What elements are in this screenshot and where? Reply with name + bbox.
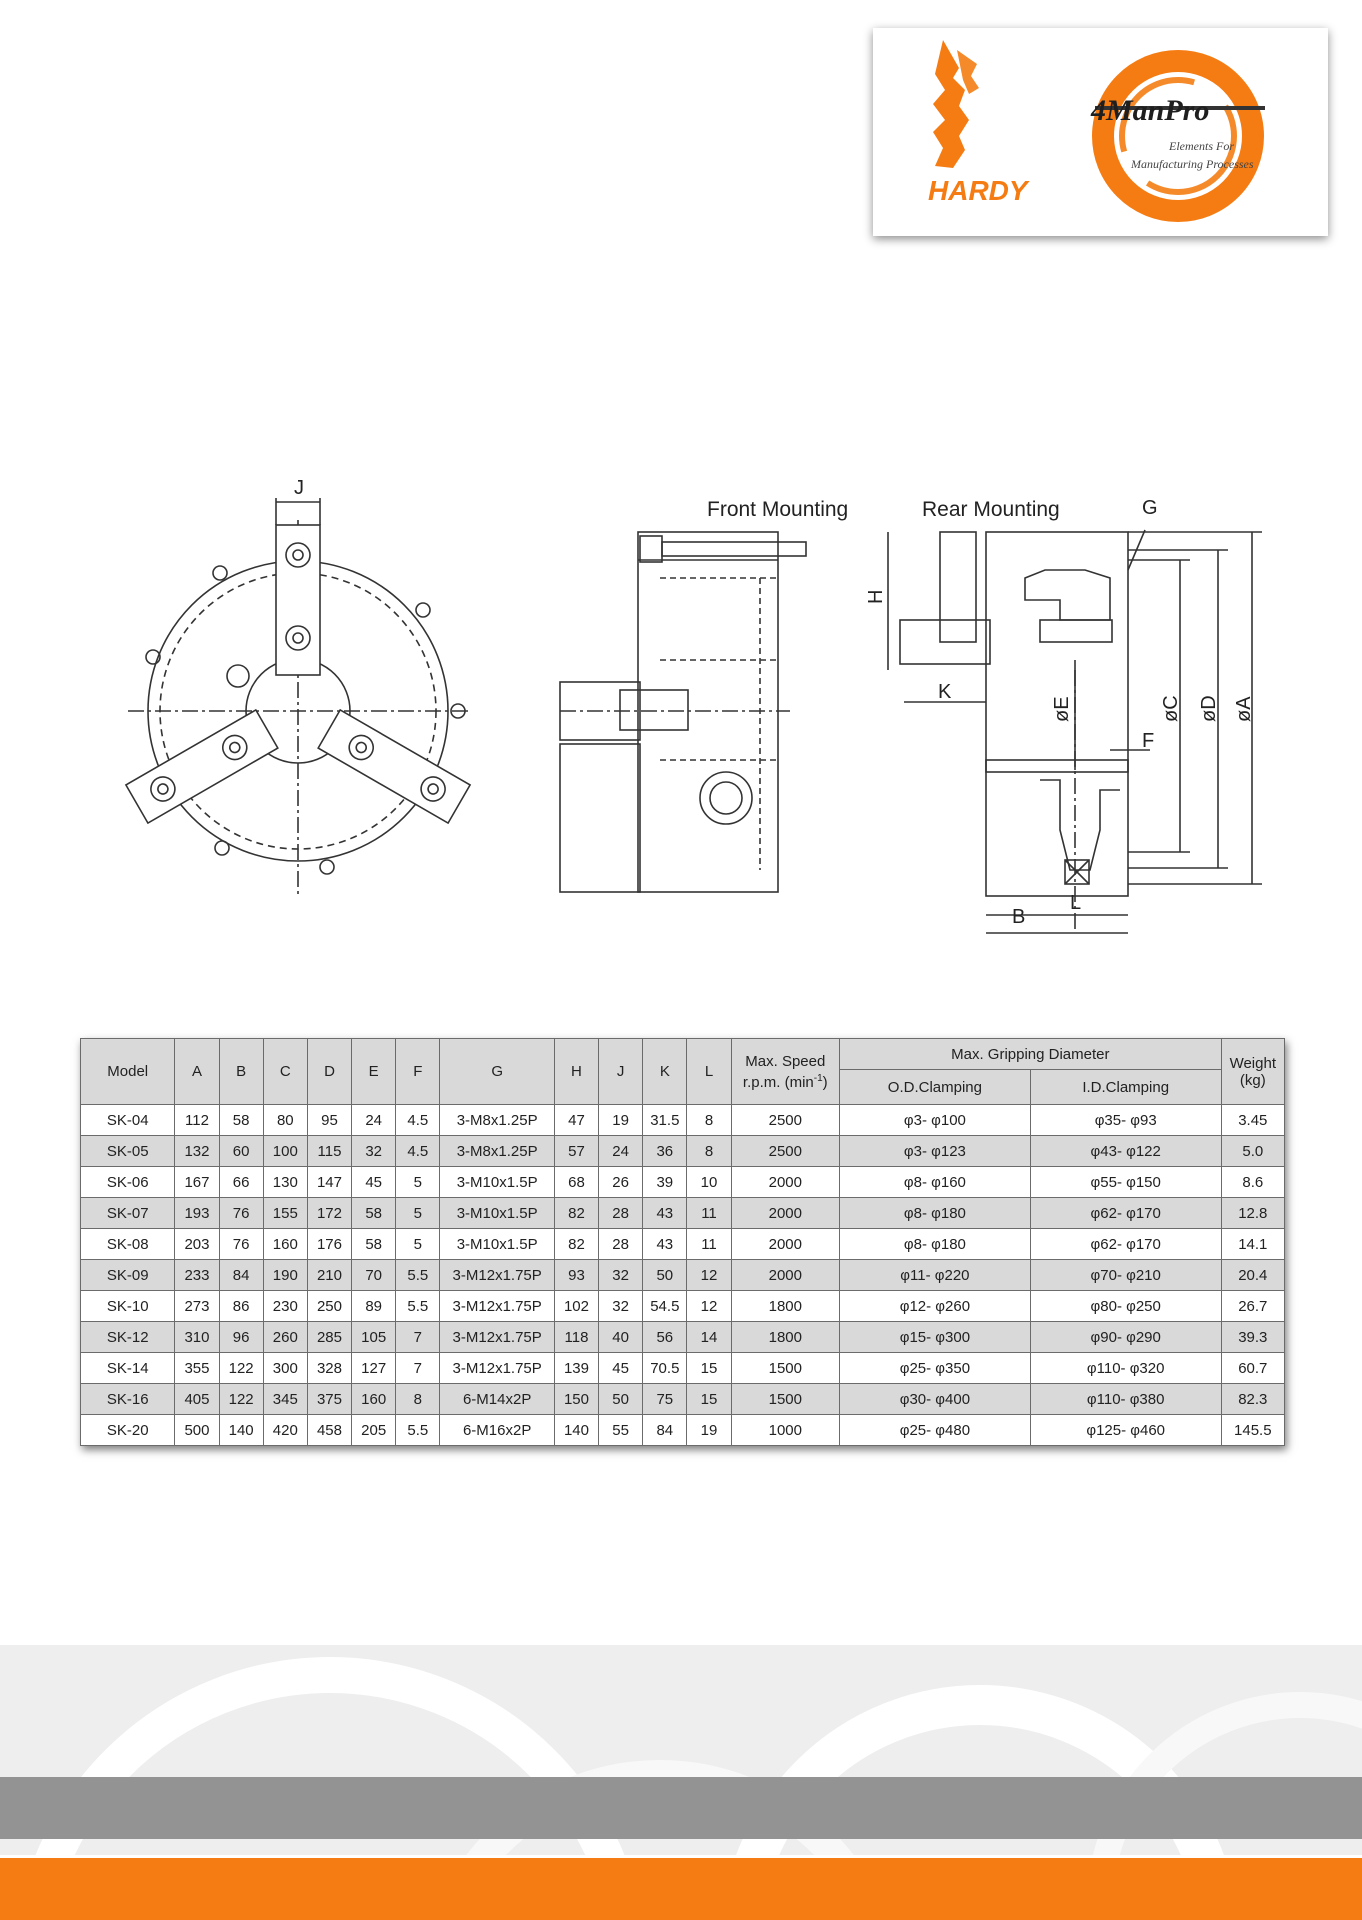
cell-e: 105 <box>352 1322 396 1353</box>
cell-a: 355 <box>175 1353 219 1384</box>
cell-f: 5 <box>396 1198 440 1229</box>
cell-od-clamping: φ11- φ220 <box>840 1260 1031 1291</box>
cell-max-speed: 1800 <box>731 1291 839 1322</box>
cell-b: 76 <box>219 1229 263 1260</box>
cell-j: 45 <box>599 1353 643 1384</box>
cell-e: 24 <box>352 1105 396 1136</box>
header-k: K <box>643 1039 687 1105</box>
cell-od-clamping: φ8- φ180 <box>840 1198 1031 1229</box>
cell-f: 5 <box>396 1229 440 1260</box>
hardy-logo-text: HARDY <box>928 175 1028 206</box>
dim-k-label: K <box>938 681 952 703</box>
cell-weight: 82.3 <box>1221 1384 1284 1415</box>
cell-d: 147 <box>307 1167 351 1198</box>
amanpro-tagline-1: Elements For <box>1169 139 1234 153</box>
cell-od-clamping: φ8- φ160 <box>840 1167 1031 1198</box>
dim-a-label: øA <box>1233 696 1255 722</box>
cell-max-speed: 2000 <box>731 1229 839 1260</box>
cell-b: 66 <box>219 1167 263 1198</box>
header-l: L <box>687 1039 731 1105</box>
cell-l: 19 <box>687 1415 731 1446</box>
cell-c: 155 <box>263 1198 307 1229</box>
cell-j: 32 <box>599 1260 643 1291</box>
cell-f: 5 <box>396 1167 440 1198</box>
cell-model: SK-20 <box>81 1415 175 1446</box>
header-speed-line2: r.p.m. (min <box>742 1073 814 1091</box>
cell-max-speed: 2000 <box>731 1260 839 1291</box>
cell-b: 84 <box>219 1260 263 1291</box>
cell-b: 58 <box>219 1105 263 1136</box>
cell-l: 8 <box>687 1105 731 1136</box>
cell-max-speed: 1500 <box>731 1353 839 1384</box>
cell-d: 375 <box>307 1384 351 1415</box>
cell-model: SK-07 <box>81 1198 175 1229</box>
cell-od-clamping: φ3- φ100 <box>840 1105 1031 1136</box>
cell-e: 58 <box>352 1229 396 1260</box>
cell-a: 500 <box>175 1415 219 1446</box>
dim-c-label: øC <box>1160 695 1182 722</box>
header-model: Model <box>81 1039 175 1105</box>
logo-artwork <box>873 28 1328 236</box>
table-row <box>81 1167 1285 1198</box>
header-weight-line1: Weight <box>1229 1054 1276 1072</box>
rear-mounting-view <box>888 530 1262 933</box>
cell-weight: 26.7 <box>1221 1291 1284 1322</box>
cell-max-speed: 2500 <box>731 1136 839 1167</box>
cell-a: 193 <box>175 1198 219 1229</box>
cell-k: 39 <box>643 1167 687 1198</box>
cell-h: 68 <box>554 1167 598 1198</box>
cell-c: 190 <box>263 1260 307 1291</box>
cell-b: 86 <box>219 1291 263 1322</box>
cell-j: 50 <box>599 1384 643 1415</box>
cell-a: 132 <box>175 1136 219 1167</box>
cell-model: SK-06 <box>81 1167 175 1198</box>
cell-a: 203 <box>175 1229 219 1260</box>
technical-drawing <box>0 470 1362 950</box>
header-b: B <box>219 1039 263 1105</box>
cell-weight: 145.5 <box>1221 1415 1284 1446</box>
rear-mounting-title: Rear Mounting <box>922 498 1060 521</box>
cell-l: 11 <box>687 1229 731 1260</box>
cell-d: 115 <box>307 1136 351 1167</box>
cell-id-clamping: φ62- φ170 <box>1030 1229 1221 1260</box>
cell-d: 458 <box>307 1415 351 1446</box>
cell-f: 5.5 <box>396 1260 440 1291</box>
cell-k: 54.5 <box>643 1291 687 1322</box>
cell-a: 167 <box>175 1167 219 1198</box>
hardy-logo-mark <box>927 40 979 168</box>
cell-model: SK-04 <box>81 1105 175 1136</box>
cell-model: SK-08 <box>81 1229 175 1260</box>
cell-max-speed: 1800 <box>731 1322 839 1353</box>
cell-a: 405 <box>175 1384 219 1415</box>
cell-c: 345 <box>263 1384 307 1415</box>
cell-h: 93 <box>554 1260 598 1291</box>
header-speed-line1: Max. Speed <box>745 1052 826 1070</box>
cell-b: 76 <box>219 1198 263 1229</box>
cell-a: 233 <box>175 1260 219 1291</box>
cell-b: 60 <box>219 1136 263 1167</box>
header-c: C <box>263 1039 307 1105</box>
cell-d: 285 <box>307 1322 351 1353</box>
dim-g-label: G <box>1142 497 1158 519</box>
cell-f: 5.5 <box>396 1291 440 1322</box>
header-weight <box>1221 1039 1284 1105</box>
cell-model: SK-09 <box>81 1260 175 1291</box>
cell-c: 300 <box>263 1353 307 1384</box>
cell-id-clamping: φ55- φ150 <box>1030 1167 1221 1198</box>
cell-od-clamping: φ3- φ123 <box>840 1136 1031 1167</box>
cell-k: 84 <box>643 1415 687 1446</box>
cell-j: 40 <box>599 1322 643 1353</box>
amanpro-logo-mark <box>1095 61 1265 211</box>
cell-e: 89 <box>352 1291 396 1322</box>
cell-e: 58 <box>352 1198 396 1229</box>
cell-id-clamping: φ70- φ210 <box>1030 1260 1221 1291</box>
cell-f: 5.5 <box>396 1415 440 1446</box>
cell-weight: 5.0 <box>1221 1136 1284 1167</box>
table-row <box>81 1322 1285 1353</box>
cell-max-speed: 2000 <box>731 1198 839 1229</box>
cell-od-clamping: φ30- φ400 <box>840 1384 1031 1415</box>
cell-j: 28 <box>599 1198 643 1229</box>
cell-h: 140 <box>554 1415 598 1446</box>
header-gripping: Max. Gripping Diameter <box>840 1039 1222 1070</box>
header-g: G <box>440 1039 554 1105</box>
cell-max-speed: 1500 <box>731 1384 839 1415</box>
cell-a: 310 <box>175 1322 219 1353</box>
cell-k: 31.5 <box>643 1105 687 1136</box>
cell-j: 32 <box>599 1291 643 1322</box>
cell-k: 75 <box>643 1384 687 1415</box>
cell-b: 140 <box>219 1415 263 1446</box>
footer-orange-band <box>0 1858 1362 1920</box>
cell-a: 273 <box>175 1291 219 1322</box>
table-row <box>81 1415 1285 1446</box>
cell-l: 12 <box>687 1291 731 1322</box>
cell-weight: 12.8 <box>1221 1198 1284 1229</box>
amanpro-tagline-2: Manufacturing Processes <box>1131 157 1254 171</box>
header-speed-sup: -1 <box>813 1072 823 1084</box>
footer-gray-band <box>0 1777 1362 1839</box>
cell-k: 50 <box>643 1260 687 1291</box>
cell-c: 160 <box>263 1229 307 1260</box>
cell-e: 32 <box>352 1136 396 1167</box>
cell-l: 14 <box>687 1322 731 1353</box>
header-j: J <box>599 1039 643 1105</box>
cell-id-clamping: φ80- φ250 <box>1030 1291 1221 1322</box>
cell-l: 15 <box>687 1353 731 1384</box>
cell-id-clamping: φ43- φ122 <box>1030 1136 1221 1167</box>
cell-l: 10 <box>687 1167 731 1198</box>
dim-d-label: øD <box>1198 695 1220 722</box>
cell-g: 3-M8x1.25P <box>440 1105 554 1136</box>
cell-j: 55 <box>599 1415 643 1446</box>
header-h: H <box>554 1039 598 1105</box>
cell-od-clamping: φ12- φ260 <box>840 1291 1031 1322</box>
cell-k: 56 <box>643 1322 687 1353</box>
front-mounting-view <box>560 532 806 892</box>
cell-max-speed: 2000 <box>731 1167 839 1198</box>
cell-f: 7 <box>396 1353 440 1384</box>
cell-d: 176 <box>307 1229 351 1260</box>
cell-h: 47 <box>554 1105 598 1136</box>
cell-model: SK-10 <box>81 1291 175 1322</box>
table-row <box>81 1291 1285 1322</box>
cell-h: 82 <box>554 1229 598 1260</box>
cell-od-clamping: φ25- φ350 <box>840 1353 1031 1384</box>
cell-model: SK-12 <box>81 1322 175 1353</box>
cell-g: 3-M10x1.5P <box>440 1198 554 1229</box>
cell-max-speed: 2500 <box>731 1105 839 1136</box>
header-max-speed <box>731 1039 839 1105</box>
cell-id-clamping: φ35- φ93 <box>1030 1105 1221 1136</box>
table-row <box>81 1384 1285 1415</box>
cell-d: 172 <box>307 1198 351 1229</box>
cell-g: 6-M16x2P <box>440 1415 554 1446</box>
header-a: A <box>175 1039 219 1105</box>
dim-f-label: F <box>1142 730 1155 752</box>
spec-table-container <box>80 1038 1285 1446</box>
spec-table <box>80 1038 1285 1446</box>
cell-j: 26 <box>599 1167 643 1198</box>
cell-id-clamping: φ90- φ290 <box>1030 1322 1221 1353</box>
cell-d: 210 <box>307 1260 351 1291</box>
cell-j: 28 <box>599 1229 643 1260</box>
table-row <box>81 1260 1285 1291</box>
cell-b: 96 <box>219 1322 263 1353</box>
table-row <box>81 1353 1285 1384</box>
cell-weight: 60.7 <box>1221 1353 1284 1384</box>
cell-a: 112 <box>175 1105 219 1136</box>
cell-d: 328 <box>307 1353 351 1384</box>
cell-k: 43 <box>643 1229 687 1260</box>
cell-e: 160 <box>352 1384 396 1415</box>
cell-e: 45 <box>352 1167 396 1198</box>
cell-max-speed: 1000 <box>731 1415 839 1446</box>
spec-table-body <box>81 1105 1285 1446</box>
cell-model: SK-14 <box>81 1353 175 1384</box>
cell-g: 3-M12x1.75P <box>440 1260 554 1291</box>
header-e: E <box>352 1039 396 1105</box>
table-row <box>81 1136 1285 1167</box>
cell-g: 3-M12x1.75P <box>440 1353 554 1384</box>
cell-id-clamping: φ110- φ380 <box>1030 1384 1221 1415</box>
dim-b-label: B <box>1012 906 1026 928</box>
brand-logos <box>873 28 1328 236</box>
cell-l: 12 <box>687 1260 731 1291</box>
cell-g: 3-M12x1.75P <box>440 1322 554 1353</box>
dim-h-label: H <box>865 589 887 604</box>
header-f: F <box>396 1039 440 1105</box>
cell-e: 127 <box>352 1353 396 1384</box>
cell-h: 57 <box>554 1136 598 1167</box>
cell-od-clamping: φ15- φ300 <box>840 1322 1031 1353</box>
cell-id-clamping: φ125- φ460 <box>1030 1415 1221 1446</box>
dim-j-label: J <box>294 477 304 499</box>
cell-j: 19 <box>599 1105 643 1136</box>
cell-model: SK-05 <box>81 1136 175 1167</box>
cell-f: 4.5 <box>396 1105 440 1136</box>
cell-e: 205 <box>352 1415 396 1446</box>
cell-od-clamping: φ25- φ480 <box>840 1415 1031 1446</box>
front-view-circle <box>126 498 470 898</box>
amanpro-logo-text: 4ManPro <box>1091 94 1210 127</box>
cell-j: 24 <box>599 1136 643 1167</box>
cell-c: 230 <box>263 1291 307 1322</box>
cell-k: 36 <box>643 1136 687 1167</box>
cell-weight: 8.6 <box>1221 1167 1284 1198</box>
cell-d: 250 <box>307 1291 351 1322</box>
cell-weight: 39.3 <box>1221 1322 1284 1353</box>
front-mounting-title: Front Mounting <box>707 498 849 521</box>
cell-id-clamping: φ110- φ320 <box>1030 1353 1221 1384</box>
cell-c: 130 <box>263 1167 307 1198</box>
cell-c: 420 <box>263 1415 307 1446</box>
cell-k: 43 <box>643 1198 687 1229</box>
cell-c: 260 <box>263 1322 307 1353</box>
cell-b: 122 <box>219 1384 263 1415</box>
cell-g: 3-M8x1.25P <box>440 1136 554 1167</box>
header-id-clamping: I.D.Clamping <box>1030 1070 1221 1105</box>
cell-h: 102 <box>554 1291 598 1322</box>
table-row <box>81 1105 1285 1136</box>
cell-f: 7 <box>396 1322 440 1353</box>
header-d: D <box>307 1039 351 1105</box>
dim-e-label: øE <box>1051 696 1073 722</box>
header-speed-close: ) <box>822 1073 828 1091</box>
cell-weight: 20.4 <box>1221 1260 1284 1291</box>
cell-f: 8 <box>396 1384 440 1415</box>
chuck-drawing <box>0 470 1362 950</box>
cell-h: 82 <box>554 1198 598 1229</box>
cell-od-clamping: φ8- φ180 <box>840 1229 1031 1260</box>
header-weight-line2: (kg) <box>1239 1071 1266 1089</box>
cell-e: 70 <box>352 1260 396 1291</box>
cell-d: 95 <box>307 1105 351 1136</box>
cell-model: SK-16 <box>81 1384 175 1415</box>
cell-g: 3-M10x1.5P <box>440 1229 554 1260</box>
cell-k: 70.5 <box>643 1353 687 1384</box>
header-od-clamping: O.D.Clamping <box>840 1070 1031 1105</box>
cell-l: 15 <box>687 1384 731 1415</box>
table-row <box>81 1229 1285 1260</box>
cell-l: 11 <box>687 1198 731 1229</box>
table-row <box>81 1198 1285 1229</box>
cell-g: 3-M10x1.5P <box>440 1167 554 1198</box>
cell-f: 4.5 <box>396 1136 440 1167</box>
dim-l-label: L <box>1070 892 1082 914</box>
cell-h: 139 <box>554 1353 598 1384</box>
cell-h: 118 <box>554 1322 598 1353</box>
cell-l: 8 <box>687 1136 731 1167</box>
cell-g: 3-M12x1.75P <box>440 1291 554 1322</box>
cell-g: 6-M14x2P <box>440 1384 554 1415</box>
cell-b: 122 <box>219 1353 263 1384</box>
cell-c: 100 <box>263 1136 307 1167</box>
cell-c: 80 <box>263 1105 307 1136</box>
cell-weight: 3.45 <box>1221 1105 1284 1136</box>
cell-weight: 14.1 <box>1221 1229 1284 1260</box>
cell-id-clamping: φ62- φ170 <box>1030 1198 1221 1229</box>
cell-h: 150 <box>554 1384 598 1415</box>
